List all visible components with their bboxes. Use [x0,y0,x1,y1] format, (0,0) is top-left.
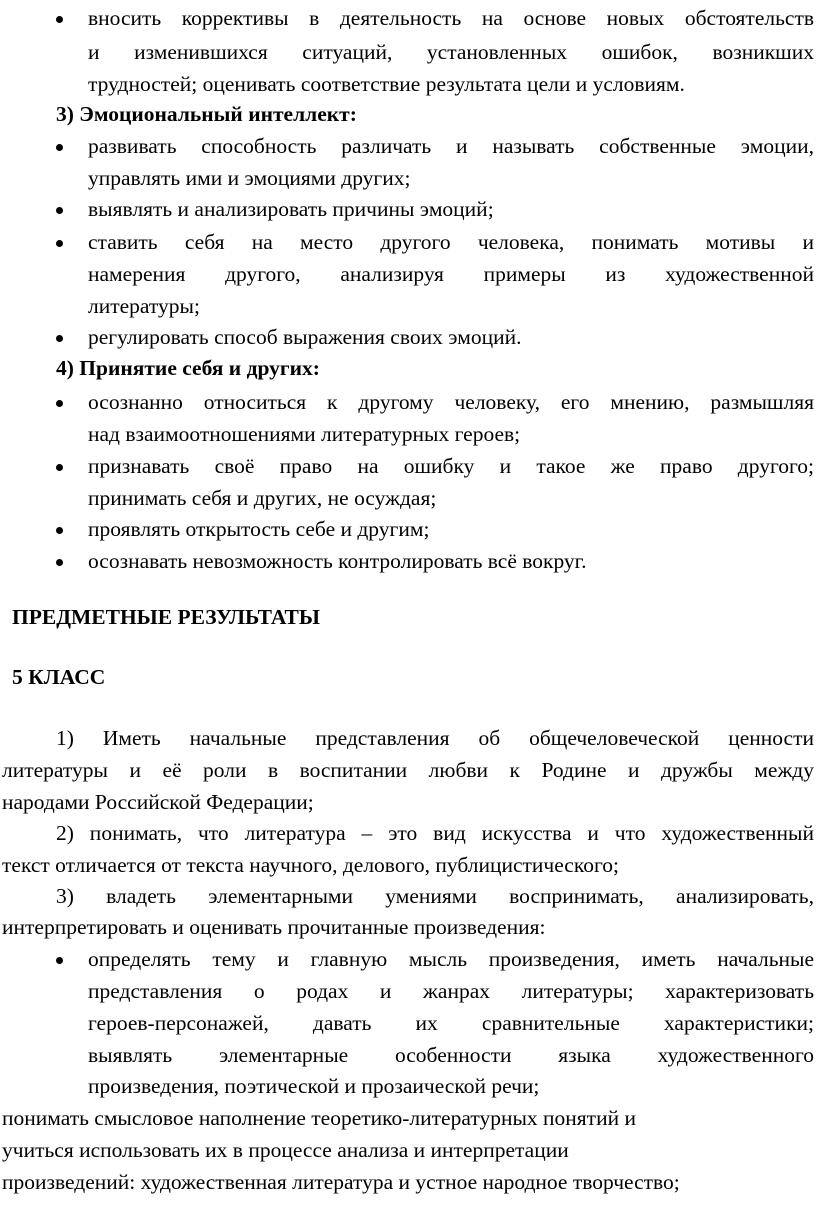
bullet-icon [56,207,63,214]
bullet-icon [56,464,63,471]
section-heading-acceptance: 4) Принятие себя и других: [56,356,320,380]
list-item-line: вносить коррективы в деятельность на основе новых обстоятельств [88,6,814,30]
paragraph-line: народами Российской Федерации; [2,790,314,814]
paragraph-line: 1) Иметь начальные представления об общечеловеческой ценности [56,726,814,750]
list-item-line: регулировать способ выражения своих эмоций. [88,325,522,349]
list-item-line: и изменившихся ситуаций, установленных ошибок, возникших [88,40,814,64]
list-item-line: развивать способность различать и называть собственные эмоции, [88,134,814,158]
bullet-icon [56,335,63,342]
list-item-line: признавать своё право на ошибку и такое же право другого; [88,454,814,478]
bullet-icon [56,559,63,566]
bullet-icon [56,527,63,534]
list-item-line: выявлять и анализировать причины эмоций; [88,197,494,221]
list-item-line: принимать себя и других, не осуждая; [88,486,437,510]
bullet-icon [56,957,63,964]
grade-heading: 5 КЛАСС [12,665,106,689]
list-item-line: проявлять открытость себе и другим; [88,517,430,541]
list-item-line: управлять ими и эмоциями других; [88,166,411,190]
paragraph-line: литературы и её роли в воспитании любви к Родине и дружбы между [2,758,814,782]
paragraph-line: понимать смысловое наполнение теоретико-литературных понятий и [2,1106,636,1130]
paragraph-line: интерпретировать и оценивать прочитанные произведения: [2,915,546,939]
list-item-line: намерения другого, анализируя примеры из художественной [88,262,814,286]
list-item-line: выявлять элементарные особенности языка художественного [88,1043,814,1067]
section-heading-emotional: 3) Эмоциональный интеллект: [56,102,357,126]
bullet-icon [56,240,63,247]
list-item-line: произведения, поэтической и прозаической речи; [88,1074,540,1098]
list-item-line: трудностей; оценивать соответствие результата цели и условиям. [88,72,685,96]
paragraph-line: 3) владеть элементарными умениями воспринимать, анализировать, [56,884,814,908]
bullet-icon [56,400,63,407]
list-item-line: осознанно относиться к другому человеку, его мнению, размышляя [88,390,814,414]
paragraph-line: произведений: художественная литература и устное народное творчество; [2,1170,680,1194]
paragraph-line: учиться использовать их в процессе анализа и интерпретации [2,1138,569,1162]
list-item-line: ставить себя на место другого человека, понимать мотивы и [88,230,814,254]
paragraph-line: текст отличается от текста научного, делового, публицистического; [2,853,619,877]
list-item-line: осознавать невозможность контролировать всё вокруг. [88,549,587,573]
list-item-line: над взаимоотношениями литературных героев; [88,422,521,446]
bullet-icon [56,144,63,151]
section-heading-subject-results: ПРЕДМЕТНЫЕ РЕЗУЛЬТАТЫ [12,605,320,629]
bullet-icon [56,16,63,23]
list-item-line: представления о родах и жанрах литературы; характеризовать [88,979,814,1003]
paragraph-line: 2) понимать, что литература – это вид искусства и что художественный [56,821,814,845]
list-item-line: определять тему и главную мысль произведения, иметь начальные [88,947,814,971]
list-item-line: литературы; [88,294,200,318]
list-item-line: героев-персонажей, давать их сравнительные характеристики; [88,1011,814,1035]
